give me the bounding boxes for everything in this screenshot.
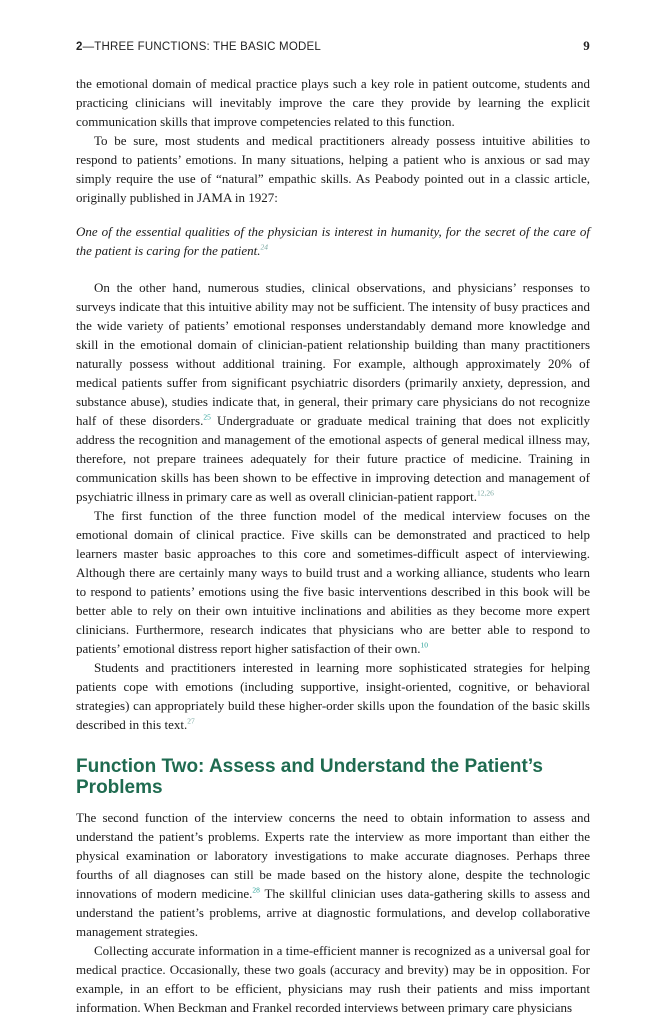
paragraph-6-text-a: The second function of the interview concerns the need to obtain information to assess and understand the patient’s problems. Experts rate the interview as more important than either the physical examination or laboratory investigations to make accurate diagnoses. Perhaps three fourths of all diagnoses can still be made based on the history alone, despite the technologic innovations of modern medicine.	[76, 810, 590, 901]
paragraph-1: the emotional domain of medical practice plays such a key role in patient outcome, students and practicing clinicians will inevitably improve the care they provide by learning the explicit communication skills that improve competencies related to this function.	[76, 76, 590, 129]
citation-link[interactable]: 25	[203, 412, 211, 422]
paragraph-6-text-b: The skillful clinician uses data-gathering skills to assess and understand the patient’s problems, arrive at diagnostic formulations, and develop collaborative management strategies.	[76, 886, 590, 939]
paragraph-2: To be sure, most students and medical practitioners already possess intuitive abilities to respond to patients’ emotions. In many situations, helping a patient who is anxious or sad may simply require the use of “natural” empathic skills. As Peabody pointed out in a classic article, originally published in JAMA in 1927:	[76, 133, 590, 205]
paragraph-4-text: The first function of the three function model of the medical interview focuses on the emotional domain of clinical practice. Five skills can be demonstrated and practiced to help learners master basic approaches to this core and sometimes-difficult aspect of interviewing. Although there are certainly many ways to build trust and a working alliance, students who learn to respond to patients’ emotions using the five basic interventions described in this book will be better able to rely on their own intuitive inclinations and abilities as they become more expert clinicians. Furthermore, research indicates that physicians who are better able to respond to patients’ emotional distress report higher satisfaction of their own.	[76, 508, 590, 656]
body-text	[76, 74, 590, 1017]
paragraph-7: Collecting accurate information in a time-efficient manner is recognized as a universal goal for medical practice. Occasionally, these two goals (accuracy and brevity) may be in opposition. For example, in an effort to be efficient, physicians may rush their patients and miss important information. When Beckman and Frankel recorded interviews between primary care physicians	[76, 943, 590, 1015]
quote-text: One of the essential qualities of the physician is interest in humanity, for the secret of the care of the patient is caring for the patient.	[76, 224, 590, 258]
paragraph-5-text: Students and practitioners interested in learning more sophisticated strategies for helping patients cope with emotions (including supportive, insight-oriented, cognitive, or behavioral strategies) can appropriately build these higher-order skills upon the foundation of the basic skills described in this text.	[76, 660, 590, 732]
paragraph-4	[76, 506, 590, 658]
citation-link[interactable]: 28	[252, 885, 260, 895]
citation-ref: 12,26	[477, 488, 494, 498]
chapter-title: —THREE FUNCTIONS: THE BASIC MODEL	[82, 41, 321, 53]
citation-ref: 27	[187, 716, 195, 726]
paragraph-3-text-b: Undergraduate or graduate medical training that does not explicitly address the recognition and management of the emotional aspects of general medical illness may, therefore, not prepare trainees adequately for their future practice of medicine. Training in communication skills has been shown to be effective in improving detection and management of psychiatric illness in primary care as well as overall clinician-patient rapport.	[76, 413, 590, 504]
chapter-number: 2	[76, 41, 83, 53]
page-number: 9	[583, 38, 590, 53]
block-quote	[76, 222, 590, 260]
paragraph-5	[76, 658, 590, 734]
paragraph-3	[76, 278, 590, 506]
citation-ref: 24	[260, 242, 269, 252]
running-head	[76, 38, 590, 54]
paragraph-3-text-a: On the other hand, numerous studies, clinical observations, and physicians’ responses to surveys indicate that this intuitive ability may not be sufficient. The intensity of busy practices and the wide variety of patients’ emotional responses understandably demand more knowledge and skill in the emotional domain of clinician-patient relationship building than many practitioners naturally possess without additional training. For example, although approximately 20% of medical patients suffer from significant psychiatric disorders (primarily anxiety, depression, and substance abuse), studies indicate that, in general, their primary care physicians do not recognize half of these disorders.	[76, 280, 590, 428]
running-head-title	[76, 41, 321, 53]
section-heading: Function Two: Assess and Understand the Patient’s Problems	[76, 756, 543, 798]
paragraph-6	[76, 808, 590, 941]
citation-link[interactable]: 10	[420, 640, 429, 650]
